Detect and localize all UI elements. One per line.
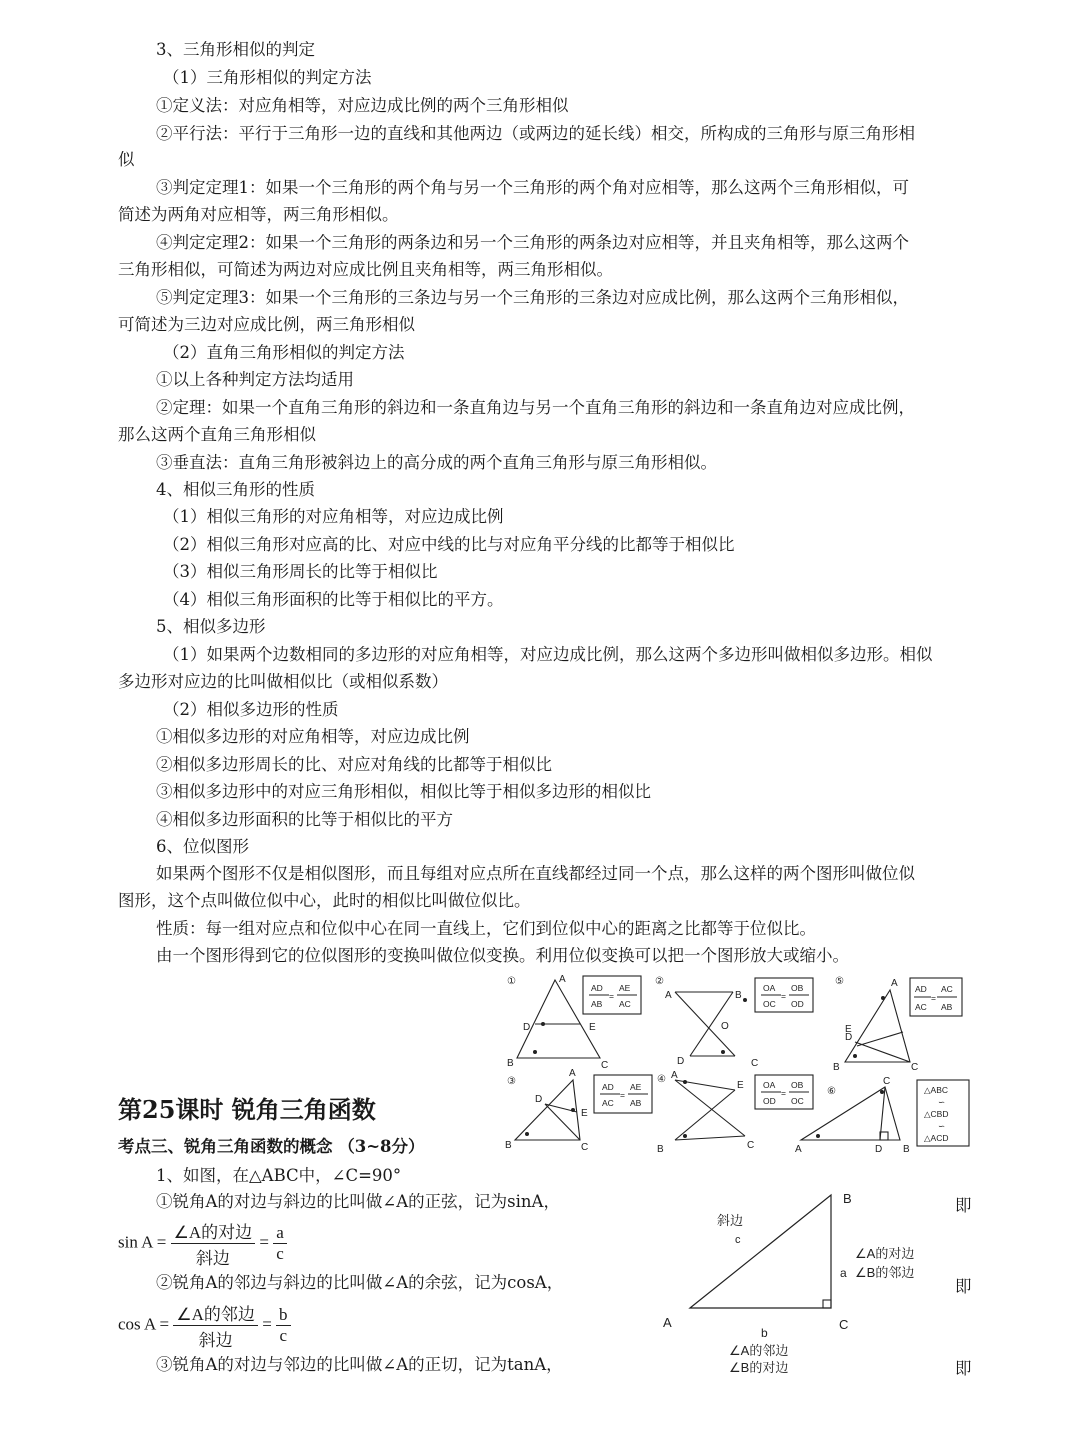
ratio-term: OA	[763, 1080, 776, 1090]
vertex-label: A	[671, 1070, 678, 1081]
cosine-formula	[118, 1300, 291, 1351]
ratio-term: AB	[941, 1002, 953, 1012]
text-line: 图形，这个点叫做位似中心，此时的相似比叫做位似比。	[118, 891, 531, 910]
cosine-definition: ②锐角A的邻边与斜边的比叫做∠A的余弦，记为cosA，	[156, 1273, 564, 1292]
triangle-name: △ABC	[924, 1085, 949, 1095]
ratio-term: AE	[619, 983, 631, 993]
side-label: c	[735, 1234, 741, 1246]
sine-formula	[118, 1218, 287, 1269]
formula-fraction	[173, 1300, 258, 1351]
formula-denominator: c	[276, 1244, 284, 1263]
ratio-term: OC	[763, 999, 776, 1009]
similarity-figures	[505, 972, 975, 1162]
vertex-label: B	[843, 1191, 852, 1206]
vertex-label: C	[751, 1058, 759, 1069]
formula-lhs: sin A =	[118, 1232, 167, 1252]
ratio-term: AD	[591, 983, 603, 993]
ratio-equals: =	[620, 1090, 625, 1100]
trig-intro: 1、如图，在△ABC中，∠C=90°	[156, 1166, 402, 1185]
vertex-label: C	[581, 1142, 589, 1153]
text-line: （2）相似三角形对应高的比、对应中线的比与对应角平分线的比都等于相似比	[163, 535, 735, 554]
text-line: ⑤判定定理3：如果一个三角形的三条边与另一个三角形的三条边对应成比例，那么这两个三角形相似，	[156, 288, 909, 307]
similar-symbol: ∽	[938, 1097, 946, 1107]
text-line: ②定理：如果一个直角三角形的斜边和一条直角边与另一个直角三角形的斜边和一条直角边对应成比例，	[156, 398, 915, 417]
formula-denominator: 斜边	[198, 1331, 233, 1350]
text-line: （1）相似三角形的对应角相等，对应边成比例	[163, 507, 504, 526]
lesson-title: 第25课时 锐角三角函数	[118, 1095, 376, 1124]
formula-numerator: ∠A的对边	[171, 1218, 256, 1244]
text-line: ③判定定理1：如果一个三角形的两个角与另一个三角形的两个角对应相等，那么这两个三角形相似，可	[156, 178, 909, 197]
formula-fraction	[171, 1218, 256, 1269]
ratio-term: OD	[763, 1096, 776, 1106]
formula-numerator: ∠A的邻边	[173, 1300, 258, 1326]
vertex-label: B	[833, 1062, 840, 1073]
text-line: ①相似多边形的对应角相等，对应边成比例	[156, 727, 470, 746]
formula-equals: =	[262, 1314, 272, 1334]
text-line: 那么这两个直角三角形相似	[118, 425, 316, 444]
ratio-term: OB	[791, 983, 804, 993]
tangent-definition: ③锐角A的对边与邻边的比叫做∠A的正切，记为tanA，	[156, 1355, 563, 1374]
text-line: 多边形对应边的比叫做相似比（或相似系数）	[118, 672, 448, 691]
text-line: ③垂直法：直角三角形被斜边上的高分成的两个直角三角形与原三角形相似。	[156, 453, 717, 472]
ratio-term: OD	[791, 999, 804, 1009]
ratio-term: AD	[602, 1082, 614, 1092]
vertex-label: A	[665, 990, 672, 1001]
ji-label: 即	[955, 1196, 972, 1215]
ratio-term: AB	[591, 999, 603, 1009]
vertex-label: O	[721, 1021, 729, 1032]
vertex-label: D	[535, 1094, 543, 1105]
text-line: ③相似多边形中的对应三角形相似，相似比等于相似多边形的相似比	[156, 782, 651, 801]
ji-label: 即	[955, 1359, 972, 1378]
figure-number: ②	[655, 976, 664, 987]
triangle-name: △CBD	[924, 1109, 949, 1119]
formula-fraction	[276, 1305, 291, 1346]
similar-symbol: ∽	[938, 1121, 946, 1131]
vertex-label: D	[845, 1032, 853, 1043]
vertex-label: E	[737, 1080, 744, 1091]
text-line: （3）相似三角形周长的比等于相似比	[163, 562, 438, 581]
ratio-equals: =	[781, 991, 786, 1001]
text-line: 似	[118, 150, 135, 169]
figure-number: ③	[507, 1076, 516, 1087]
figure-number: ⑤	[835, 976, 844, 987]
ratio-term: OC	[791, 1096, 804, 1106]
side-description: ∠A的对边	[855, 1246, 915, 1261]
text-line: （2）直角三角形相似的判定方法	[163, 343, 405, 362]
vertex-label: C	[839, 1317, 849, 1332]
exam-point-heading: 考点三、锐角三角函数的概念 （3~8分）	[118, 1137, 425, 1156]
side-description: ∠B的邻边	[855, 1265, 915, 1280]
text-line: ②平行法：平行于三角形一边的直线和其他两边（或两边的延长线）相交，所构成的三角形与原三角形相	[156, 124, 915, 143]
vertex-label: E	[581, 1108, 588, 1119]
ratio-term: OA	[763, 983, 776, 993]
vertex-label: A	[663, 1315, 672, 1330]
vertex-label: B	[903, 1144, 910, 1155]
side-label: b	[761, 1326, 768, 1340]
text-line: 性质：每一组对应点和位似中心在同一直线上，它们到位似中心的距离之比都等于位似比。	[156, 919, 816, 938]
side-description: ∠A的邻边	[729, 1343, 789, 1358]
ratio-term: AC	[915, 1002, 927, 1012]
text-line: （2）相似多边形的性质	[163, 700, 339, 719]
ratio-term: AD	[915, 984, 927, 994]
ji-label: 即	[955, 1277, 972, 1296]
ratio-equals: =	[931, 993, 936, 1003]
text-line: （1）三角形相似的判定方法	[163, 68, 372, 87]
formula-denominator: c	[279, 1326, 288, 1345]
right-triangle-diagram	[655, 1185, 945, 1385]
ratio-equals: =	[781, 1088, 786, 1098]
ratio-equals: =	[609, 991, 614, 1001]
vertex-label: B	[735, 990, 742, 1001]
vertex-label: C	[747, 1140, 755, 1151]
figure-number: ④	[657, 1074, 666, 1085]
vertex-label: D	[875, 1144, 883, 1155]
ratio-term: AB	[630, 1098, 642, 1108]
sine-definition: ①锐角A的对边与斜边的比叫做∠A的正弦，记为sinA，	[156, 1192, 560, 1211]
vertex-label: A	[891, 978, 898, 989]
formula-numerator: b	[276, 1305, 291, 1326]
text-line: （1）如果两个边数相同的多边形的对应角相等，对应边成比例，那么这两个多边形叫做相似多边形。相似	[163, 645, 933, 664]
text-line: 5、相似多边形	[156, 617, 266, 636]
formula-denominator: 斜边	[195, 1249, 230, 1268]
vertex-label: E	[589, 1022, 596, 1033]
text-line: ①以上各种判定方法均适用	[156, 370, 354, 389]
text-line: ④判定定理2：如果一个三角形的两条边和另一个三角形的两条边对应相等，并且夹角相等，那么这两个	[156, 233, 909, 252]
formula-lhs: cos A =	[118, 1314, 170, 1334]
vertex-label: D	[677, 1056, 685, 1067]
text-line: 4、相似三角形的性质	[156, 480, 315, 499]
side-description: ∠B的对边	[729, 1360, 789, 1375]
text-line: （4）相似三角形面积的比等于相似比的平方。	[163, 590, 504, 609]
text-line: 由一个图形得到它的位似图形的变换叫做位似变换。利用位似变换可以把一个图形放大或缩小。	[156, 946, 849, 965]
vertex-label: B	[507, 1058, 514, 1069]
side-label: a	[840, 1266, 847, 1280]
text-line: ②相似多边形周长的比、对应对角线的比都等于相似比	[156, 755, 552, 774]
vertex-label: A	[569, 1068, 576, 1079]
vertex-label: C	[911, 1062, 919, 1073]
figure-number: ⑥	[827, 1086, 836, 1097]
text-line: ①定义法：对应角相等，对应边成比例的两个三角形相似	[156, 96, 569, 115]
text-line: 如果两个图形不仅是相似图形，而且每组对应点所在直线都经过同一个点，那么这样的两个图形叫做位似	[156, 864, 915, 883]
text-line: ④相似多边形面积的比等于相似比的平方	[156, 810, 453, 829]
ratio-term: OB	[791, 1080, 804, 1090]
vertex-label: B	[657, 1144, 664, 1155]
vertex-label: E	[845, 1024, 852, 1035]
ratio-term: AC	[602, 1098, 614, 1108]
text-line: 6、位似图形	[156, 837, 249, 856]
vertex-label: C	[601, 1060, 609, 1071]
text-line: 三角形相似，可简述为两边对应成比例且夹角相等，两三角形相似。	[118, 260, 613, 279]
vertex-label: C	[883, 1076, 891, 1087]
text-line: 3、三角形相似的判定	[156, 40, 315, 59]
ratio-term: AC	[941, 984, 953, 994]
text-line: 简述为两角对应相等，两三角形相似。	[118, 205, 399, 224]
ratio-term: AC	[619, 999, 631, 1009]
ratio-term: AE	[630, 1082, 642, 1092]
vertex-label: A	[795, 1144, 802, 1155]
triangle-name: △ACD	[924, 1133, 949, 1143]
formula-equals: =	[259, 1232, 269, 1252]
vertex-label: D	[523, 1022, 531, 1033]
figure-number: ①	[507, 976, 516, 987]
vertex-label: B	[505, 1140, 512, 1151]
formula-fraction	[273, 1223, 287, 1264]
vertex-label: A	[559, 974, 566, 985]
text-line: 可简述为三边对应成比例，两三角形相似	[118, 315, 415, 334]
hypotenuse-label: 斜边	[717, 1213, 744, 1228]
formula-numerator: a	[273, 1223, 287, 1244]
